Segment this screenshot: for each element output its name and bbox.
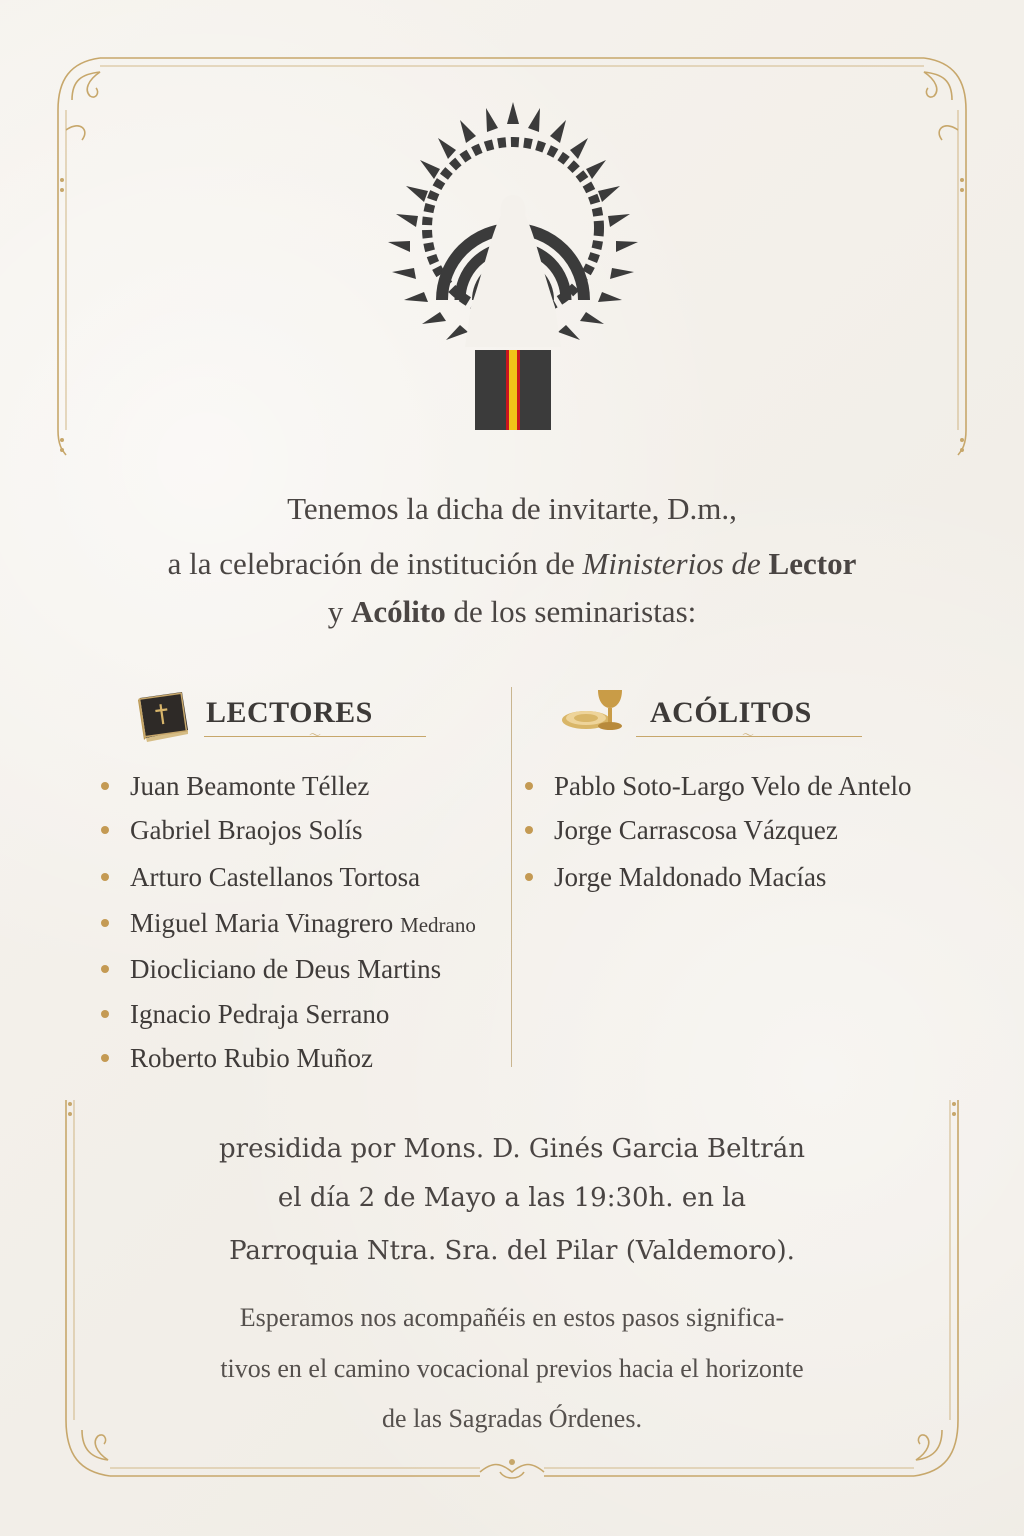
lectores-rule-flourish: 〜 (309, 728, 322, 742)
intro-line-1: Tenemos la dicha de invitarte, D.m., (287, 491, 737, 526)
acolitos-title: ACÓLITOS (650, 696, 812, 729)
closing-line-1: Esperamos nos acompañéis en estos pasos significa- (239, 1303, 785, 1332)
intro-line-3-prefix: y (327, 594, 351, 629)
lectores-title: LECTORES (206, 696, 373, 729)
details-date: el día 2 de Mayo a las 19:30h. en la (277, 1183, 747, 1213)
bullet-icon (101, 873, 109, 881)
bullet-icon (101, 1010, 109, 1018)
closing-line-3: de las Sagradas Órdenes. (382, 1404, 642, 1433)
bible-icon (134, 690, 192, 742)
virgen-del-pilar-emblem (382, 100, 644, 435)
bullet-icon (101, 826, 109, 834)
name-main: Miguel Maria Vinagrero (130, 908, 394, 938)
bullet-icon (525, 782, 533, 790)
bullet-icon (101, 782, 109, 790)
intro-line-3 (60, 596, 964, 627)
intro-lector: Lector (768, 546, 857, 581)
lectores-heading (134, 692, 434, 740)
details-presider: presidida por Mons. D. Ginés Garcia Beltrán (219, 1134, 805, 1164)
column-divider (511, 687, 512, 1067)
details-place: Parroquia Ntra. Sra. del Pilar (Valdemoro). (229, 1236, 795, 1266)
closing-line-2: tivos en el camino vocacional previos hacia el horizonte (220, 1354, 804, 1383)
intro-acolito: Acólito (351, 594, 446, 629)
bullet-icon (525, 873, 533, 881)
acolitos-rule-flourish: 〜 (742, 728, 755, 742)
chalice-icon (560, 688, 634, 736)
bullet-icon (101, 1054, 109, 1062)
name-small: Medrano (400, 913, 476, 937)
bullet-icon (101, 919, 109, 927)
intro-line-3-suffix: de los seminaristas: (445, 594, 697, 629)
intro-line-2-prefix: a la celebración de institución de (167, 546, 583, 581)
intro-line-2 (60, 548, 964, 579)
acolitos-heading (560, 692, 880, 740)
bullet-icon (525, 826, 533, 834)
intro-ministerios: Ministerios de (582, 546, 761, 581)
bullet-icon (101, 965, 109, 973)
